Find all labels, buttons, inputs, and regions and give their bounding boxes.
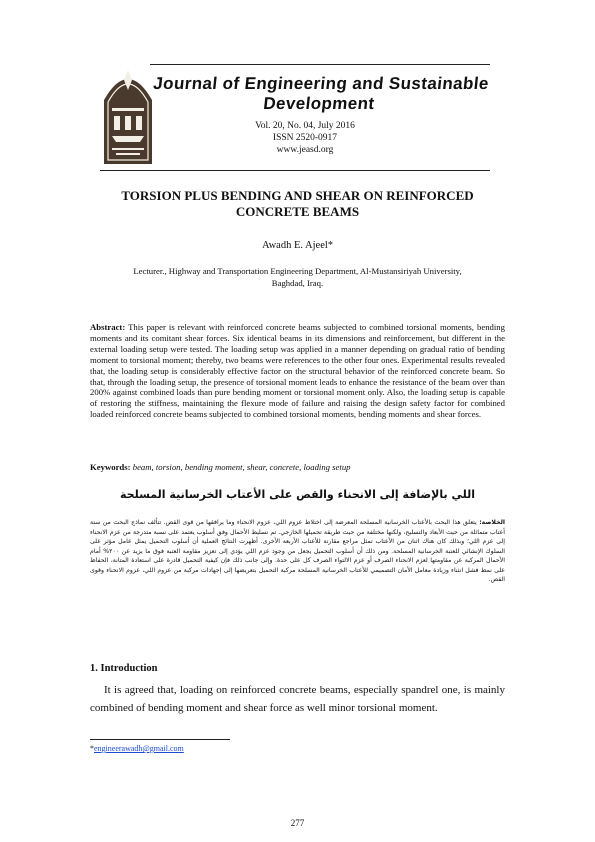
keywords-label: Keywords: bbox=[90, 462, 131, 472]
footnote-marker: * bbox=[90, 744, 94, 753]
header-bottom-rule bbox=[100, 170, 490, 171]
introduction-text: It is agreed that, loading on reinforced concrete beams, especially spandrel one, is mainly combined of bending moment and shear force as well minor torsional moment. bbox=[90, 684, 505, 714]
header-top-rule bbox=[150, 64, 490, 65]
arabic-abstract bbox=[90, 518, 505, 585]
abstract-text: This paper is relevant with reinforced concrete beams subjected to combined torsional moments, bending moments and its comitant shear forces. Six identical beams in its dimensions and reinforcement, but different in the external loading setup were tested. The loading setup was applied in a manner depending on gradual ratio of bending moment to torsional moment; thereby, two beams were references to the other four ones. Experimental results revealed that, the loading setup is considerably effective factor on the structural behavior of the reinforced concrete beam. So that, through the loading setup, the presence of torsional moment leads to enhance the resistance of the beam over than 200% against combined loads than pure bending moment or torsional moment only. Also, the loading setup is capable of restoring the stiffness, maintaining the flexure mode of failure and raising the design safety factor for combined loaded reinforced concrete beams subjected to combined torsional moments, bending moments and shear forces. bbox=[90, 322, 505, 420]
arabic-abstract-text: يتعلق هذا البحث بالأعتاب الخرسانية المسلحة المعرضة إلى اختلاط عزوم اللي، عزوم الانحناء وما يرافقها من قوى القص. تتألف نماذج البحث من ستة أعتاب متماثلة من حيث الأبعاد والتسليح، ولكنها مختلفة من حيث طريقة تحميلها الخارجي. تم تسليط الأحمال وفق أسلوب يعتمد على نسبة متدرجة من عزم الانحناء إلى عزم اللي؛ وبذلك كان هناك اثنان من الأعتاب تمثل مراجع مقارنة للأعتاب الأربعة الأخرى. أظهرت النتائج العملية أن أسلوب التحميل يمثل عامل مؤثر على السلوك الإنشائي للعتبة الخرسانية المسلحة. ومن ذلك أن أسلوب التحميل يجعل من وجود عزم اللي يؤدي إلى تعزيز مقاومة العتبة فوق ما يزيد عن ٢٠٠% أمام الأحمال المركبة عن مقاومتها لعزم الانحناء الصرف أو عزم الالتواء الصرف كل على حدة. وإلى جانب ذلك فإن كيفية التحميل قادرة على استعادة المتانة، الحفاظ على نمط فشل انثناء وزيادة معامل الأمان التصميمي للأعتاب الخرسانية المسلحة مركبة التحميل بتعريضها إلى إجهادات مركبة من عزوم اللي، عزوم الانحناء وقوى القص. bbox=[90, 519, 505, 583]
abstract-label: Abstract: bbox=[90, 322, 126, 332]
author-name: Awadh E. Ajeel* bbox=[261, 240, 334, 251]
page-number: 277 bbox=[290, 818, 305, 828]
paper-title-line1: TORSION PLUS BENDING AND SHEAR ON REINFORCED bbox=[121, 188, 474, 203]
affiliation-line1: Lecturer., Highway and Transportation Engineering Department, Al-Mustansiriyah University, bbox=[133, 266, 462, 276]
author-affiliation bbox=[100, 266, 495, 289]
abstract bbox=[90, 322, 505, 420]
arabic-abstract-label: الخلاصة: bbox=[479, 519, 506, 526]
keywords-text: beam, torsion, bending moment, shear, concrete, loading setup bbox=[132, 462, 351, 472]
journal-title bbox=[148, 74, 492, 114]
journal-title-line1: Journal of Engineering and Sustainable bbox=[152, 74, 490, 93]
arabic-title: اللي بالإضافة إلى الانحناء والقص على الأعتاب الخرسانية المسلحة bbox=[120, 488, 475, 501]
affiliation-line2: Baghdad, Iraq. bbox=[271, 277, 324, 288]
author-email-link[interactable]: engineerawadh@gmail.com bbox=[94, 744, 184, 753]
journal-issn: ISSN 2520-0917 bbox=[272, 133, 338, 143]
journal-website[interactable]: www.jeasd.org bbox=[276, 145, 334, 155]
paper-title-line2: CONCRETE BEAMS bbox=[235, 204, 360, 219]
footnote bbox=[90, 744, 184, 753]
paper-title bbox=[90, 188, 505, 220]
introduction-heading: 1. Introduction bbox=[90, 663, 158, 674]
journal-volume: Vol. 20, No. 04, July 2016 bbox=[255, 121, 355, 131]
journal-title-line2: Development bbox=[262, 94, 376, 113]
journal-meta bbox=[200, 120, 410, 156]
footnote-rule bbox=[90, 739, 230, 740]
keywords bbox=[90, 462, 505, 473]
